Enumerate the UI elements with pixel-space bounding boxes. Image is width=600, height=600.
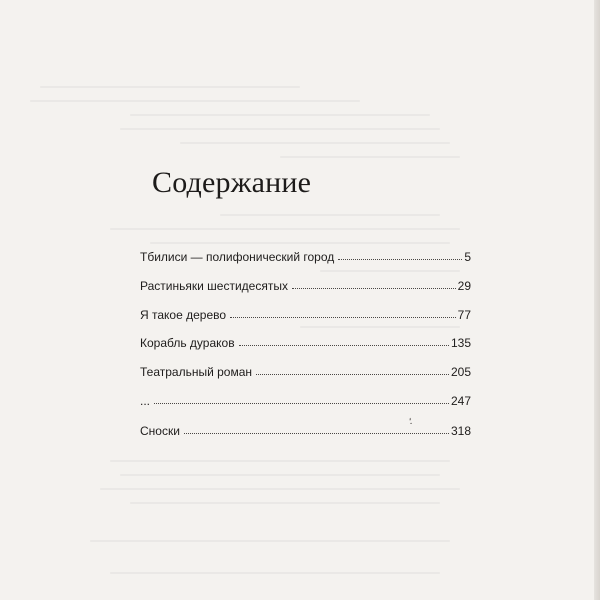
toc-entry[interactable] xyxy=(140,424,471,438)
toc-entry-page: 135 xyxy=(450,336,471,350)
bleed-through-line xyxy=(220,214,440,216)
toc-entry-page: 318 xyxy=(450,424,471,438)
bleed-through-line xyxy=(180,142,450,144)
toc-entry-page: 247 xyxy=(450,394,471,408)
toc-entry[interactable] xyxy=(140,336,471,350)
toc-entry-page: 205 xyxy=(450,365,471,379)
page-edge-shadow xyxy=(594,0,600,600)
toc-entry-title: Растиньяки шестидесятых xyxy=(140,279,288,293)
dot-leader xyxy=(256,374,449,375)
toc-entry[interactable] xyxy=(140,279,471,293)
bleed-through-line xyxy=(300,326,460,328)
bleed-through-line xyxy=(100,488,460,490)
dot-leader xyxy=(239,345,449,346)
bleed-through-line xyxy=(110,460,450,462)
toc-entry-title: ... xyxy=(140,394,151,408)
bleed-through-line xyxy=(130,502,440,504)
bleed-through-line xyxy=(110,228,460,230)
bleed-through-line xyxy=(40,86,300,88)
bleed-through-line xyxy=(130,114,430,116)
toc-entry[interactable] xyxy=(140,394,471,408)
dot-leader xyxy=(292,288,456,289)
toc-entry[interactable] xyxy=(140,365,471,379)
toc-entry[interactable] xyxy=(140,250,471,264)
bleed-through-line xyxy=(110,572,440,574)
dot-leader xyxy=(184,433,449,434)
dot-leader xyxy=(230,317,456,318)
toc-entry-page: 29 xyxy=(457,279,471,293)
bleed-through-line xyxy=(320,270,460,272)
pencil-mark-icon: ⸵ xyxy=(408,416,414,428)
contents-heading: Содержание xyxy=(152,166,312,199)
bleed-through-line xyxy=(120,474,440,476)
toc-entry-title: Сноски xyxy=(140,424,180,438)
toc-entry-title: Я такое дерево xyxy=(140,308,227,322)
dot-leader xyxy=(338,259,462,260)
bleed-through-line xyxy=(120,128,440,130)
dot-leader xyxy=(154,403,449,404)
bleed-through-line xyxy=(90,540,450,542)
toc-entry-title: Корабль дураков xyxy=(140,336,235,350)
toc-entry-title: Театральный роман xyxy=(140,365,253,379)
bleed-through-line xyxy=(280,156,460,158)
toc-entry-title: Тбилиси — полифонический город xyxy=(140,250,335,264)
bleed-through-line xyxy=(30,100,360,102)
toc-entry[interactable] xyxy=(140,308,471,322)
toc-entry-page: 5 xyxy=(464,250,471,264)
toc-entry-page: 77 xyxy=(457,308,471,322)
bleed-through-line xyxy=(150,242,450,244)
